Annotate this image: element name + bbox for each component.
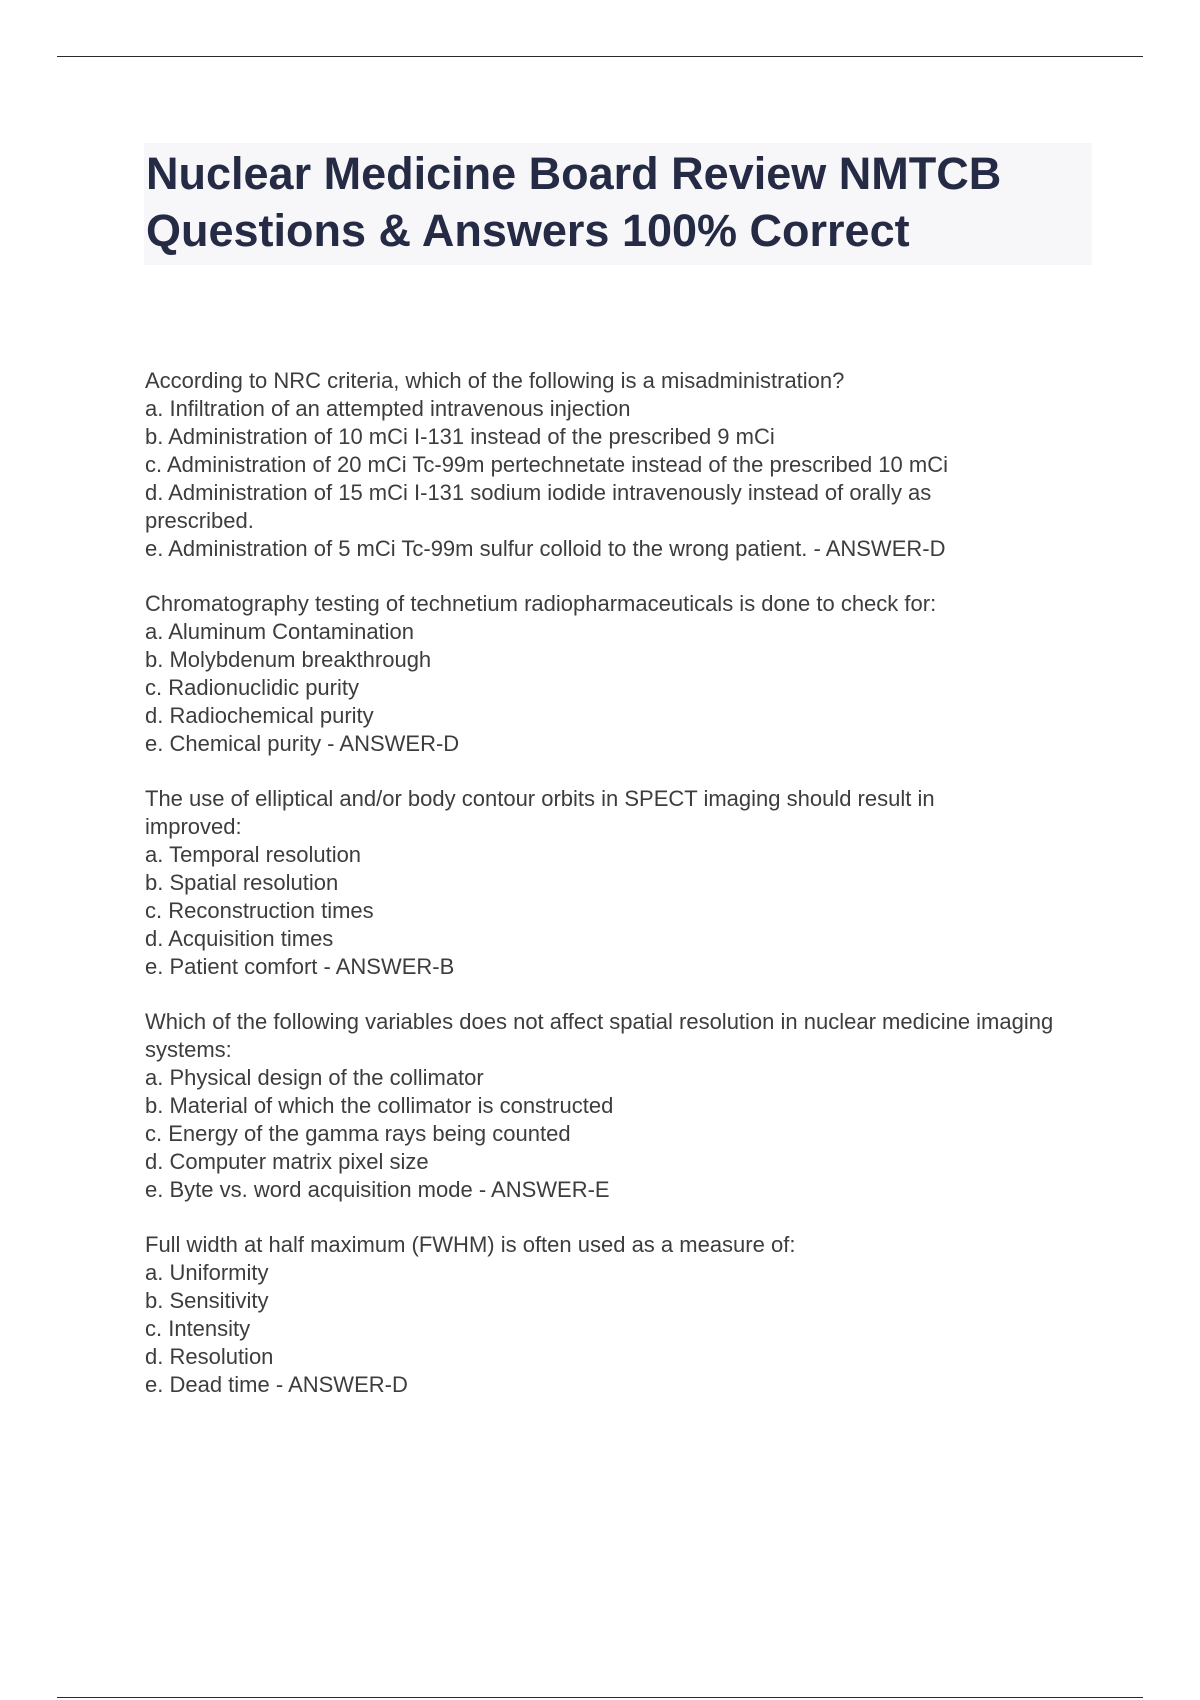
answer-option: c. Energy of the gamma rays being counted (145, 1121, 571, 1146)
question-stem: The use of elliptical and/or body contour orbits in SPECT imaging should result in improved: (145, 786, 935, 839)
answer-option: c. Reconstruction times (145, 898, 374, 923)
answer-option: d. Administration of 15 mCi I-131 sodium iodide intravenously instead of orally as prescribed. (145, 480, 932, 533)
answer-option: d. Acquisition times (145, 926, 334, 951)
title-line: Nuclear Medicine Board Review NMTCB (146, 148, 1002, 199)
answer-option: d. Computer matrix pixel size (145, 1149, 429, 1174)
answer-option: e. Chemical purity - ANSWER-D (145, 731, 460, 756)
answer-option: e. Dead time - ANSWER-D (145, 1372, 408, 1397)
answer-option: c. Intensity (145, 1316, 251, 1341)
document-title (144, 143, 1092, 265)
answer-option: a. Uniformity (145, 1260, 269, 1285)
answer-option: c. Administration of 20 mCi Tc-99m pertechnetate instead of the prescribed 10 mCi (145, 452, 948, 477)
question-stem: Chromatography testing of technetium radiopharmaceuticals is done to check for: (145, 591, 937, 616)
answer-option: a. Infiltration of an attempted intravenous injection (145, 396, 631, 421)
question-list (145, 367, 1065, 1426)
answer-option: b. Administration of 10 mCi I-131 instead of the prescribed 9 mCi (145, 424, 775, 449)
answer-option: b. Material of which the collimator is constructed (145, 1093, 614, 1118)
answer-option: e. Patient comfort - ANSWER-B (145, 954, 455, 979)
question-stem: Full width at half maximum (FWHM) is often used as a measure of: (145, 1232, 796, 1257)
answer-option: a. Temporal resolution (145, 842, 362, 867)
question-block (145, 785, 1065, 981)
question-block (145, 1008, 1065, 1204)
answer-option: b. Sensitivity (145, 1288, 269, 1313)
question-stem: Which of the following variables does not affect spatial resolution in nuclear medicine imaging systems: (145, 1009, 1054, 1062)
answer-option: d. Radiochemical purity (145, 703, 374, 728)
footer-rule (57, 1697, 1143, 1698)
question-block (145, 1231, 1065, 1399)
answer-option: d. Resolution (145, 1344, 274, 1369)
answer-option: e. Administration of 5 mCi Tc-99m sulfur colloid to the wrong patient. - ANSWER-D (145, 536, 946, 561)
answer-option: b. Molybdenum breakthrough (145, 647, 432, 672)
question-block (145, 590, 1065, 758)
answer-option: e. Byte vs. word acquisition mode - ANSWER-E (145, 1177, 610, 1202)
header-rule (57, 56, 1143, 57)
answer-option: b. Spatial resolution (145, 870, 339, 895)
question-block (145, 367, 1065, 563)
title-line: Questions & Answers 100% Correct (146, 205, 910, 256)
question-stem: According to NRC criteria, which of the following is a misadministration? (145, 368, 845, 393)
answer-option: a. Aluminum Contamination (145, 619, 415, 644)
answer-option: c. Radionuclidic purity (145, 675, 359, 700)
answer-option: a. Physical design of the collimator (145, 1065, 484, 1090)
